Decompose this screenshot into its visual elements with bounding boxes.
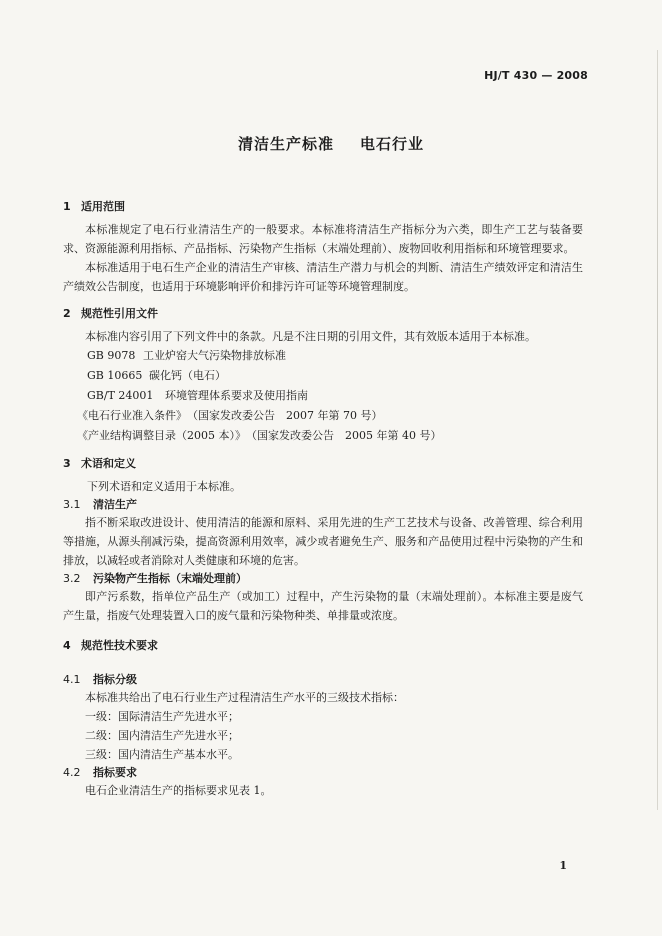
section-1-paragraph-2: 本标准适用于电石生产企业的清洁生产审核、清洁生产潜力与机会的判断、清洁生产绩效评定和清洁生产绩效公告制度，也适用于环境影响评价和排污许可证等环境管理制度。 <box>63 261 583 293</box>
reference-item: 《电石行业准入条件》（国家发改委公告 2007 年第 70 号） <box>77 409 383 422</box>
reference-item: GB 9078 工业炉窑大气污染物排放标准 <box>87 349 286 362</box>
term-3-1-heading: 3.1 清洁生产 <box>63 498 137 511</box>
section-1-paragraph-1: 本标准规定了电石行业清洁生产的一般要求。本标准将清洁生产指标分为六类，即生产工艺与装备要求、资源能源利用指标、产品指标、污染物产生指标（末端处理前）、废物回收利用指标和环境管理要求。 <box>63 223 583 255</box>
page-edge-shadow <box>657 50 658 810</box>
section-2-heading: 2 规范性引用文件 <box>63 307 158 320</box>
level-item: 一级：国际清洁生产先进水平； <box>85 710 239 723</box>
level-item: 二级：国内清洁生产先进水平； <box>85 729 239 742</box>
standard-number: HJ/T 430 — 2008 <box>484 69 588 82</box>
reference-item: GB 10665 碳化钙（电石） <box>87 369 226 382</box>
reference-item: 《产业结构调整目录（2005 本）》（国家发改委公告 2005 年第 40 号） <box>77 429 442 442</box>
title-part1: 清洁生产标准 <box>237 135 334 153</box>
title-part2: 电石行业 <box>360 135 425 153</box>
subsection-4-2-text: 电石企业清洁生产的指标要求见表 1。 <box>85 784 272 797</box>
section-4-heading: 4 规范性技术要求 <box>63 639 158 652</box>
section-1-heading: 1 适用范围 <box>63 200 125 213</box>
term-3-1-definition: 指不断采取改进设计、使用清洁的能源和原料、采用先进的生产工艺技术与设备、改善管理、综合利用等措施，从源头削减污染，提高资源利用效率，减少或者避免生产、服务和产品使用过程中污染物的产生和排放，以减轻或者消除对人类健康和环境的危害。 <box>63 516 583 567</box>
section-3-intro: 下列术语和定义适用于本标准。 <box>87 480 241 493</box>
level-item: 三级：国内清洁生产基本水平。 <box>85 748 239 761</box>
reference-item: GB/T 24001 环境管理体系要求及使用指南 <box>87 389 308 402</box>
section-2-intro: 本标准内容引用了下列文件中的条款。凡是不注日期的引用文件，其有效版本适用于本标准。 <box>85 330 536 343</box>
subsection-4-1-heading: 4.1 指标分级 <box>63 673 137 686</box>
page-number: 1 <box>559 859 567 872</box>
section-3-heading: 3 术语和定义 <box>63 457 136 470</box>
document-body <box>63 198 583 800</box>
subsection-4-1-text: 本标准共给出了电石行业生产过程清洁生产水平的三级技术指标： <box>85 691 404 704</box>
document-title <box>0 133 662 154</box>
term-3-2-definition: 即产污系数，指单位产品生产（或加工）过程中，产生污染物的量（末端处理前）。本标准主要是废气产生量，指废气处理装置入口的废气量和污染物种类、单排量或浓度。 <box>63 590 583 622</box>
subsection-4-2-heading: 4.2 指标要求 <box>63 766 137 779</box>
term-3-2-heading: 3.2 污染物产生指标（末端处理前） <box>63 572 247 585</box>
